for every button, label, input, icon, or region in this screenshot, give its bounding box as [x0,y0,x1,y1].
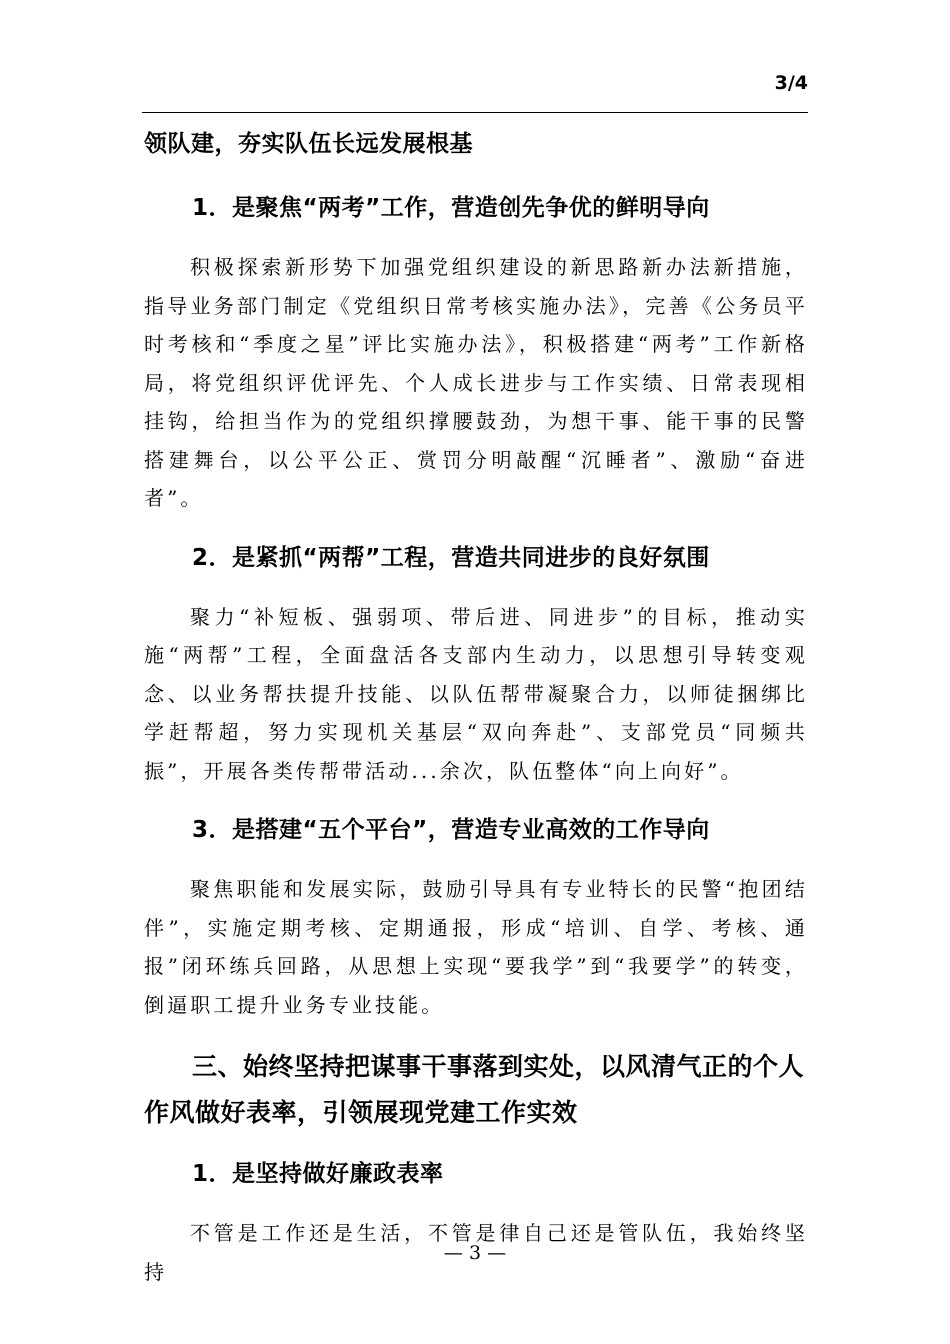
paragraph-3: 聚焦职能和发展实际，鼓励引导具有专业特长的民警“抱团结伴”，实施定期考核、定期通报，形成“培训、自学、考核、通报”闭环练兵回路，从思想上实现“要我学”到“我要学”的转变，倒逼职工提升业务专业技能。 [144,877,808,1017]
page-footer-number: — 3 — [443,1242,507,1264]
document-body [144,120,808,1291]
page-indicator: 3/4 [774,72,808,94]
paragraph-4: 不管是工作还是生活，不管是律自己还是管队伍，我始终坚持 [144,1221,808,1284]
subheading-4: 1．是坚持做好廉政表率 [192,1161,444,1187]
paragraph-2: 聚力“补短板、强弱项、带后进、同进步”的目标，推动实施“两帮”工程，全面盘活各支部内生动力，以思想引导转变观念、以业务帮扶提升技能、以队伍帮带凝聚合力，以师徒捆绑比学赶帮超，努力实现机关基层“双向奔赴”、支部党员“同频共振”，开展各类传帮带活动...余次，队伍整体“向上向好”。 [144,604,808,783]
section-heading-continued: 领队建，夯实队伍长远发展根基 [144,131,473,157]
paragraph-1: 积极探索新形势下加强党组织建设的新思路新办法新措施，指导业务部门制定《党组织日常考核实施办法》，完善《公务员平时考核和“季度之星”评比实施办法》，积极搭建“两考”工作新格局，将党组织评优评先、个人成长进步与工作实绩、日常表现相挂钩，给担当作为的党组织撑腰鼓劲，为想干事、能干事的民警搭建舞台，以公平公正、赏罚分明敲醒“沉睡者”、激励“奋进者”。 [144,255,808,510]
header-rule [142,112,808,113]
subheading-3: 3．是搭建“五个平台”，营造专业高效的工作导向 [192,817,710,843]
subheading-1: 1．是聚焦“两考”工作，营造创先争优的鲜明导向 [192,195,710,221]
major-heading-3: 三、始终坚持把谋事干事落到实处，以风清气正的个人作风做好表率，引领展现党建工作实效 [144,1052,805,1127]
subheading-2: 2．是紧抓“两帮”工程，营造共同进步的良好氛围 [192,544,710,571]
